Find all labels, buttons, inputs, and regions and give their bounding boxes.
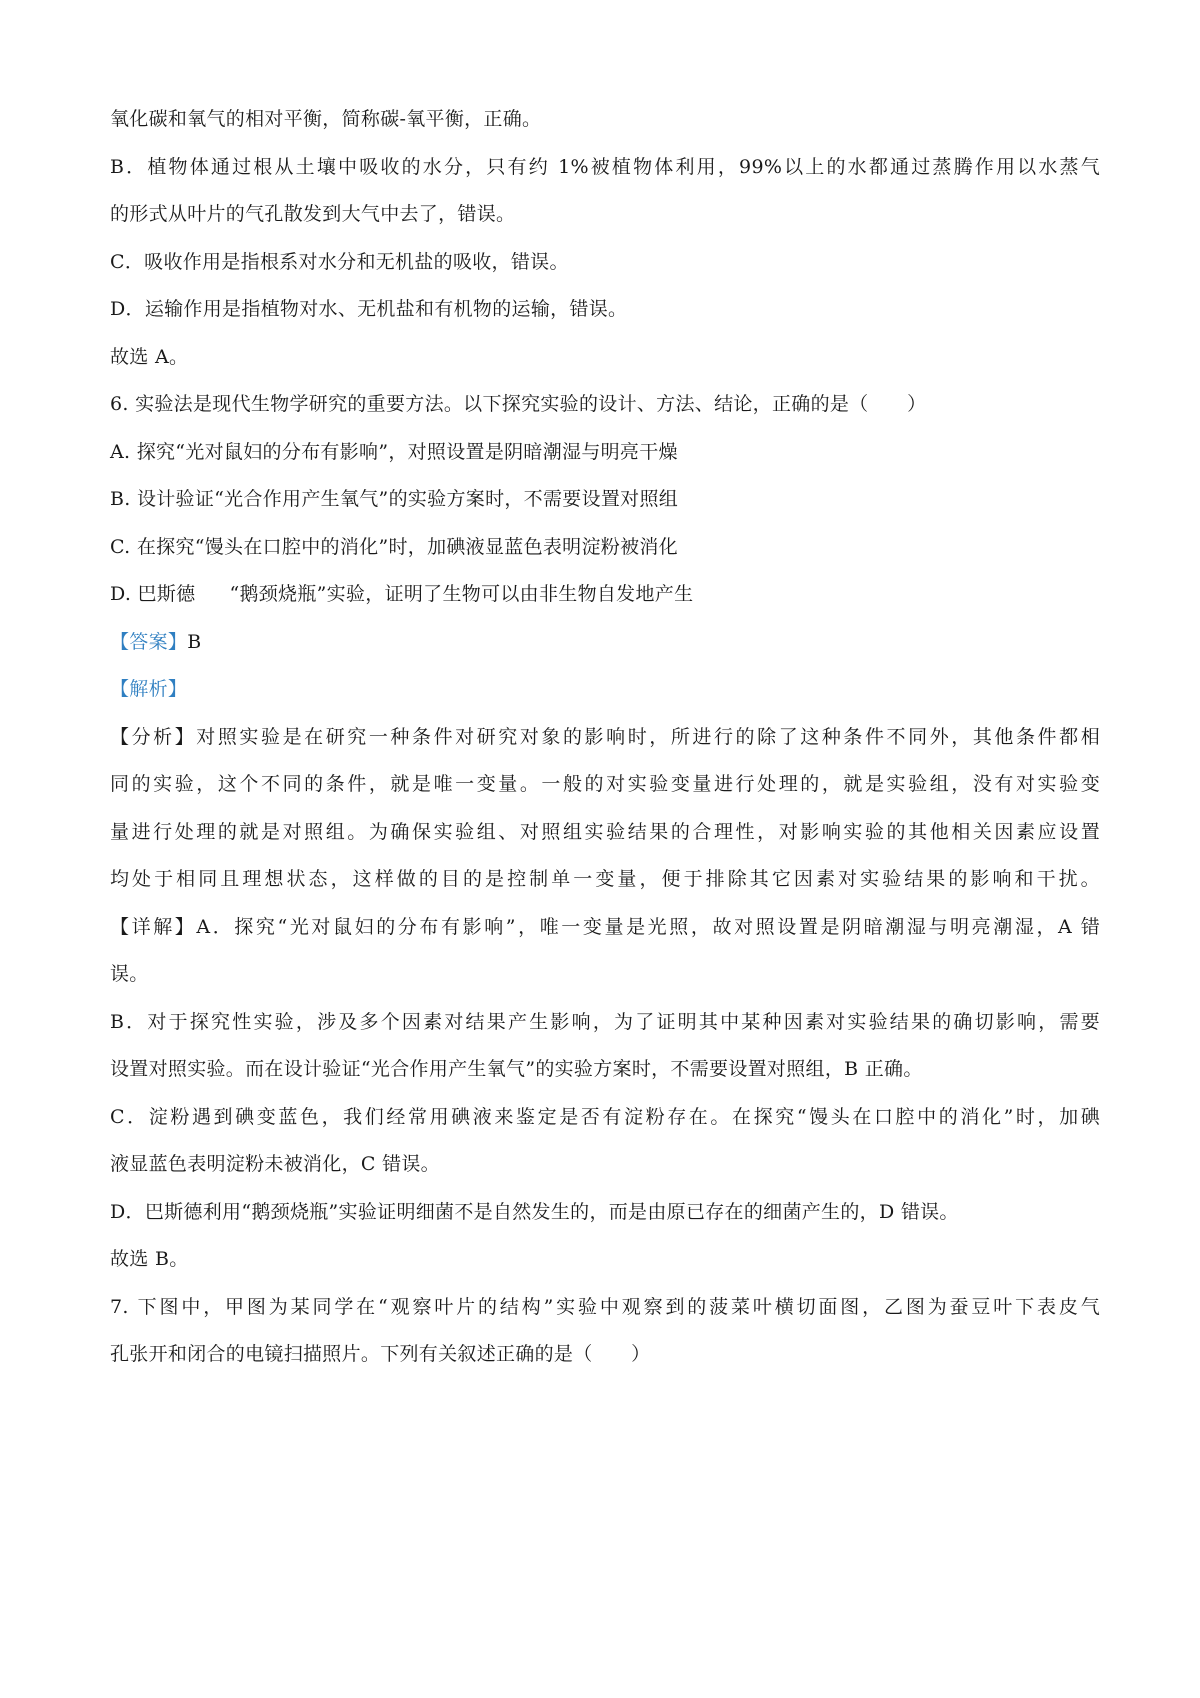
answer-value: B [187, 630, 202, 653]
document-body [110, 96, 1100, 1379]
question-7-stem-cont: 孔张开和闭合的电镜扫描照片。下列有关叙述正确的是（ ） [110, 1343, 651, 1365]
option-d-prefix: D. 巴斯德 [110, 583, 196, 605]
question-6-option-b: B. 设计验证“光合作用产生氧气”的实验方案时，不需要设置对照组 [110, 488, 679, 510]
text-line: 量进行处理的就是对照组。为确保实验组、对照组实验结果的合理性，对影响实验的其他相关因素应设置 [110, 820, 1100, 843]
answer-line [110, 619, 1100, 667]
text-line: 氧化碳和氧气的相对平衡，简称碳-氧平衡，正确。 [110, 108, 542, 130]
question-6-stem: 6. 实验法是现代生物学研究的重要方法。以下探究实验的设计、方法、结论，正确的是（ ） [110, 393, 927, 415]
text-line: 故选 B。 [110, 1248, 189, 1270]
text-line: 设置对照实验。而在设计验证“光合作用产生氧气”的实验方案时，不需要设置对照组，B 正确。 [110, 1058, 923, 1080]
text-line: C．淀粉遇到碘变蓝色，我们经常用碘液来鉴定是否有淀粉存在。在探究“馒头在口腔中的消化”时，加碘 [110, 1105, 1100, 1128]
text-line: 故选 A。 [110, 345, 189, 368]
answer-tag: 【答案】 [110, 630, 188, 653]
text-line: 误。 [110, 963, 149, 985]
text-line: 同的实验，这个不同的条件，就是唯一变量。一般的对实验变量进行处理的，就是实验组，没有对实验变 [110, 773, 1100, 795]
text-line: 【详解】A．探究“光对鼠妇的分布有影响”，唯一变量是光照，故对照设置是阴暗潮湿与明亮潮湿，A 错 [110, 915, 1100, 938]
question-6-option-c: C. 在探究“馒头在口腔中的消化”时，加碘液显蓝色表明淀粉被消化 [110, 535, 678, 558]
text-line: B．对于探究性实验，涉及多个因素对结果产生影响，为了证明其中某种因素对实验结果的确切影响，需要 [110, 1010, 1100, 1033]
text-line: B．植物体通过根从土壤中吸收的水分，只有约 1%被植物体利用，99%以上的水都通过蒸腾作用以水蒸气 [110, 155, 1100, 178]
text-line: 液显蓝色表明淀粉未被消化，C 错误。 [110, 1153, 440, 1175]
question-6-option-a: A. 探究“光对鼠妇的分布有影响”，对照设置是阴暗潮湿与明亮干燥 [110, 440, 678, 463]
option-d-rest: “鹅颈烧瓶”实验，证明了生物可以由非生物自发地产生 [229, 583, 694, 605]
question-6-option-d [110, 571, 1100, 619]
text-line: D．巴斯德利用“鹅颈烧瓶”实验证明细菌不是自然发生的，而是由原已存在的细菌产生的，D 错误。 [110, 1200, 959, 1223]
text-line: D．运输作用是指植物对水、无机盐和有机物的运输，错误。 [110, 298, 628, 320]
question-7-stem: 7. 下图中，甲图为某同学在“观察叶片的结构”实验中观察到的菠菜叶横切面图，乙图为蚕豆叶下表皮气 [110, 1295, 1100, 1318]
text-line: C．吸收作用是指根系对水分和无机盐的吸收，错误。 [110, 250, 569, 273]
text-line: 的形式从叶片的气孔散发到大气中去了，错误。 [110, 203, 516, 225]
text-line: 均处于相同且理想状态，这样做的目的是控制单一变量，便于排除其它因素对实验结果的影响和干扰。 [110, 868, 1100, 890]
text-line: 【分析】对照实验是在研究一种条件对研究对象的影响时，所进行的除了这种条件不同外，其他条件都相 [110, 725, 1100, 748]
analysis-tag: 【解析】 [110, 678, 188, 700]
analysis-heading [110, 666, 1100, 714]
